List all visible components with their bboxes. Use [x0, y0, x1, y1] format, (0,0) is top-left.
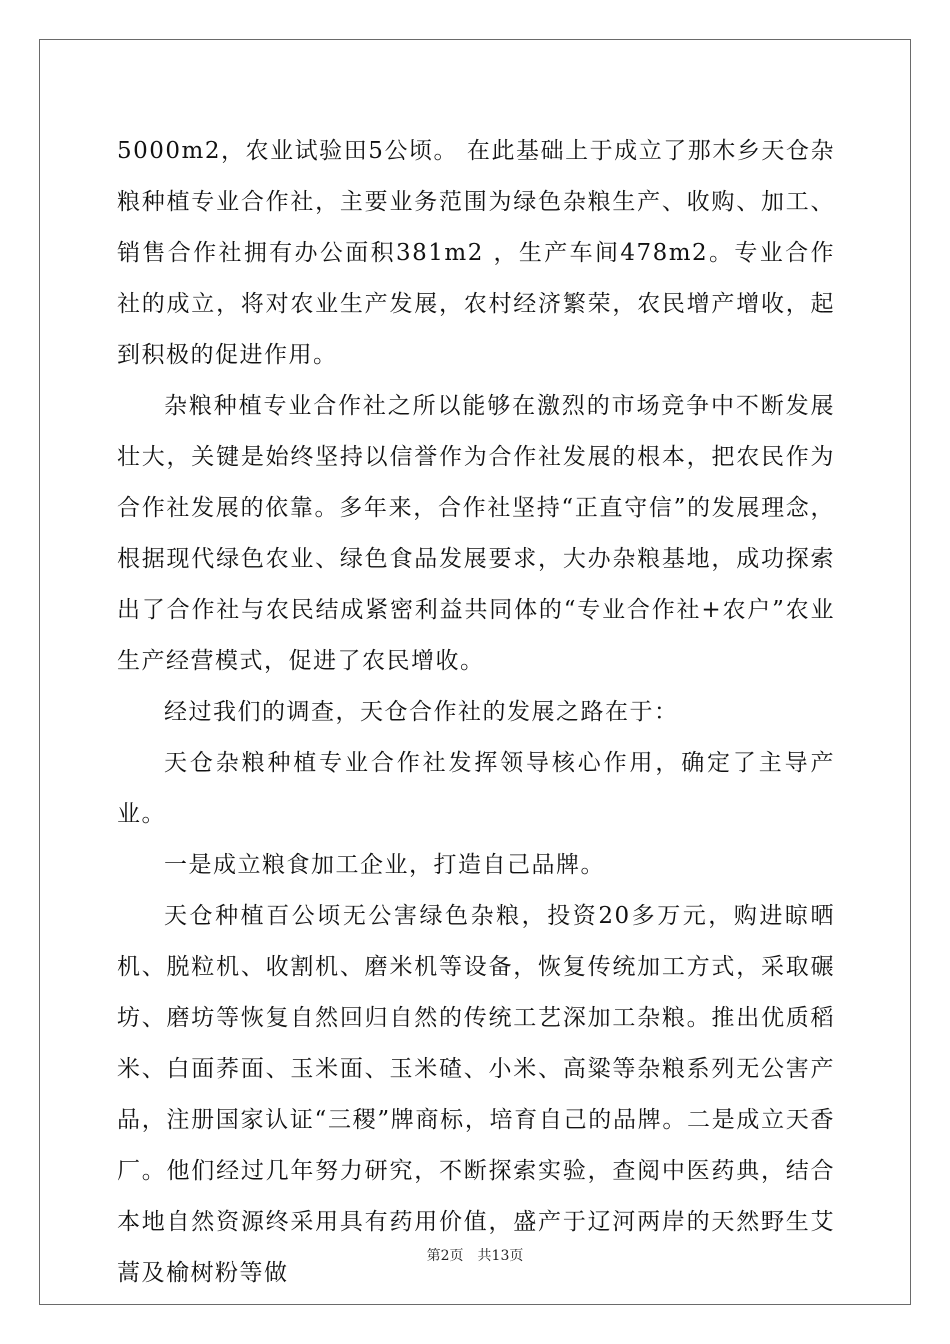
paragraph-3: 经过我们的调查，天仓合作社的发展之路在于： — [164, 699, 679, 725]
document-body — [117, 126, 835, 1299]
paragraph-4: 天仓杂粮种植专业合作社发挥领导核心作用，确定了主导产业。 — [117, 750, 835, 827]
page-footer — [0, 1245, 950, 1265]
paragraph-6: 天仓种植百公顷无公害绿色杂粮，投资20多万元，购进晾晒机、脱粒机、收割机、磨米机等设备，恢复传统加工方式，采取碾坊、磨坊等恢复自然回归自然的传统工艺深加工杂粮。推出优质稻米、白面荞面、玉米面、玉米碴、小米、高粱等杂粮系列无公害产品，注册国家认证“三稷”牌商标，培育自己的品牌。二是成立天香厂。他们经过几年努力研究，不断探索实验，查阅中医药典，结合本地自然资源终采用具有药用价值，盛产于辽河两岸的天然野生艾蒿及榆树粉等做 — [117, 903, 835, 1286]
paragraph-5: 一是成立粮食加工企业，打造自己品牌。 — [164, 852, 605, 878]
paragraph-2: 杂粮种植专业合作社之所以能够在激烈的市场竞争中不断发展壮大，关键是始终坚持以信誉作为合作社发展的根本，把农民作为合作社发展的依靠。多年来，合作社坚持“正直守信”的发展理念，根据现代绿色农业、绿色食品发展要求，大办杂粮基地，成功探索出了合作社与农民结成紧密利益共同体的“专业合作社+农户”农业生产经营模式，促进了农民增收。 — [117, 393, 835, 674]
paragraph-1: 5000m2，农业试验田5公顷。 在此基础上于成立了那木乡天仓杂粮种植专业合作社，主要业务范围为绿色杂粮生产、收购、加工、销售合作社拥有办公面积381m2 ，生产车间478m2。专业合作社的成立，将对农业生产发展，农村经济繁荣，农民增产增收，起到积极的促进作用。 — [117, 138, 835, 368]
page-number: 第2页 — [426, 1248, 464, 1264]
total-pages: 共13页 — [477, 1248, 524, 1264]
